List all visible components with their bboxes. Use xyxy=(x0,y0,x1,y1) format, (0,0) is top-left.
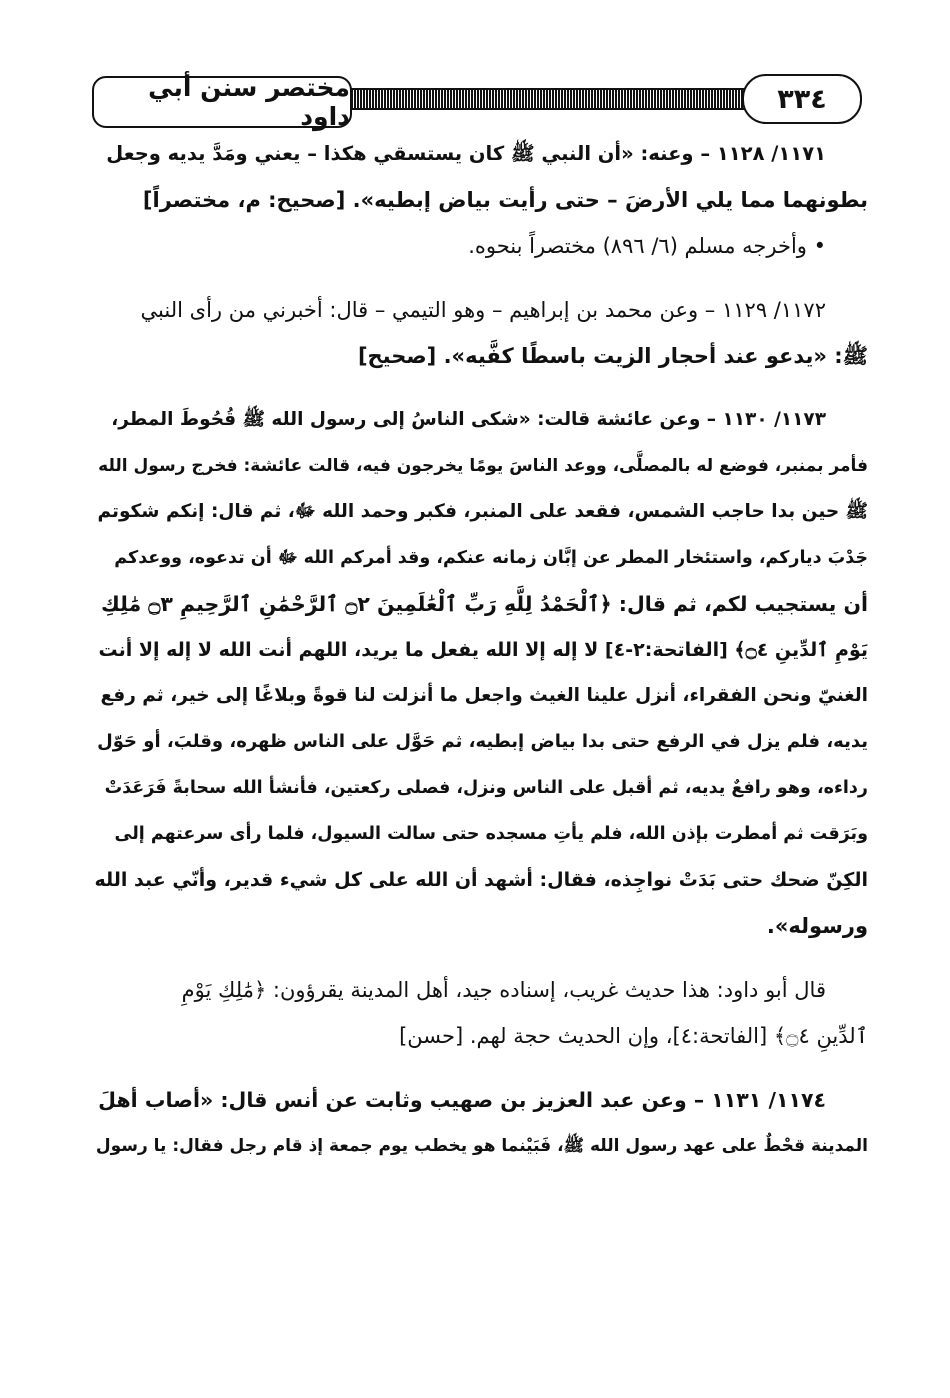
text-line: فأمر بمنبر، فوضع له بالمصلَّى، ووعد الناسَ يومًا يخرجون فيه، قالت عائشة: فخرج رسول الله xyxy=(98,456,868,476)
text-line: رداءه، وهو رافعٌ يديه، ثم أقبل على الناس ونزل، فصلى ركعتين، فأنشأ الله سحابةً فَرَعَدَتْ xyxy=(104,778,868,798)
text-line: ورسوله». xyxy=(766,914,868,938)
text-line: الكِنّ ضحك حتى بَدَتْ نواجِذه، فقال: أشهد أن الله على كل شيء قدير، وأنّي عبد الله xyxy=(94,869,868,891)
text-line: أن يستجيب لكم، ثم قال: ﴿ٱلْحَمْدُ لِلَّهِ رَبِّ ٱلْعَٰلَمِينَ ۝٢ ٱلرَّحْمَٰنِ ٱلرَّحِيمِ ۝٣ مَٰلِكِ xyxy=(101,592,868,616)
text-line: المدينة قحْطٌ على عهد رسول الله ﷺ، فَبَيْنما هو يخطب يوم جمعة إذ قام رجل فقال: يا رسول xyxy=(95,1136,868,1156)
running-header xyxy=(92,72,862,131)
text-line: ٱلدِّينِ ۝٤﴾ [الفاتحة:٤]، وإن الحديث حجة لهم. [حسن] xyxy=(399,1024,868,1048)
text-line: • وأخرجه مسلم (٦/ ٨٩٦) مختصراً بنحوه. xyxy=(468,234,826,258)
paragraph-gap xyxy=(94,949,868,967)
text-line: ١١٧٣/ ١١٣٠ – وعن عائشة قالت: «شكى الناسُ إلى رسول الله ﷺ قُحُوطَ المطر، xyxy=(111,409,826,430)
text-line: ١١٧٢/ ١١٢٩ – وعن محمد بن إبراهيم – وهو التيمي – قال: أخبرني من رأى النبي xyxy=(140,298,826,322)
text-line: ﷺ حين بدا حاجب الشمس، فقعد على المنبر، فكبر وحمد الله ﷻ، ثم قال: إنكم شكوتم xyxy=(97,501,868,522)
page-number: ٣٣٤ xyxy=(742,74,862,124)
paragraph-gap xyxy=(94,1059,868,1077)
header-rule xyxy=(342,88,762,110)
text-line: قال أبو داود: هذا حديث غريب، إسناده جيد، أهل المدينة يقرؤون: ﴿مَٰلِكِ يَوْمِ xyxy=(181,978,826,1002)
text-line: ﷺ: «يدعو عند أحجار الزيت باسطًا كفَّيه». [صحيح] xyxy=(357,344,868,368)
text-line: وبَرَقت ثم أمطرت بإذن الله، فلم يأتِ مسجده حتى سالت السيول، فلما رأى سرعتهم إلى xyxy=(114,824,868,844)
text-line: جَدْبَ دياركم، واستئخار المطر عن إبَّان زمانه عنكم، وقد أمركم الله ﷻ أن تدعوه، ووعدكم xyxy=(114,548,868,568)
text-line: بطونهما مما يلي الأرضَ – حتى رأيت بياض إبطيه». [صحيح: م، مختصراً] xyxy=(142,188,868,212)
text-line: يَوْمِ ٱلدِّينِ ۝٤﴾ [الفاتحة:٢-٤] لا إله إلا الله يفعل ما يريد، اللهم أنت الله لا إله إلا أنت xyxy=(98,639,868,661)
text-line: الغنيّ ونحن الفقراء، أنزل علينا الغيث واجعل ما أنزلت لنا قوةً وبلاغًا إلى خير، ثم رفع xyxy=(100,685,868,706)
paragraph-gap xyxy=(94,269,868,287)
book-title: مختصر سنن أبي داود xyxy=(92,76,352,128)
text-line: ١١٧٤/ ١١٣١ – وعن عبد العزيز بن صهيب وثابت عن أنس قال: «أصاب أهلَ xyxy=(98,1088,826,1112)
text-line: يديه، فلم يزل في الرفع حتى بدا بياض إبطيه، ثم حَوَّل على الناس ظهره، وقلبَ، أو حَوّل xyxy=(97,731,868,752)
page-body xyxy=(94,131,868,1169)
paragraph-gap xyxy=(94,379,868,397)
text-line: ١١٧١/ ١١٢٨ – وعنه: «أن النبي ﷺ كان يستسقي هكذا – يعني ومَدَّ يديه وجعل xyxy=(106,142,826,165)
